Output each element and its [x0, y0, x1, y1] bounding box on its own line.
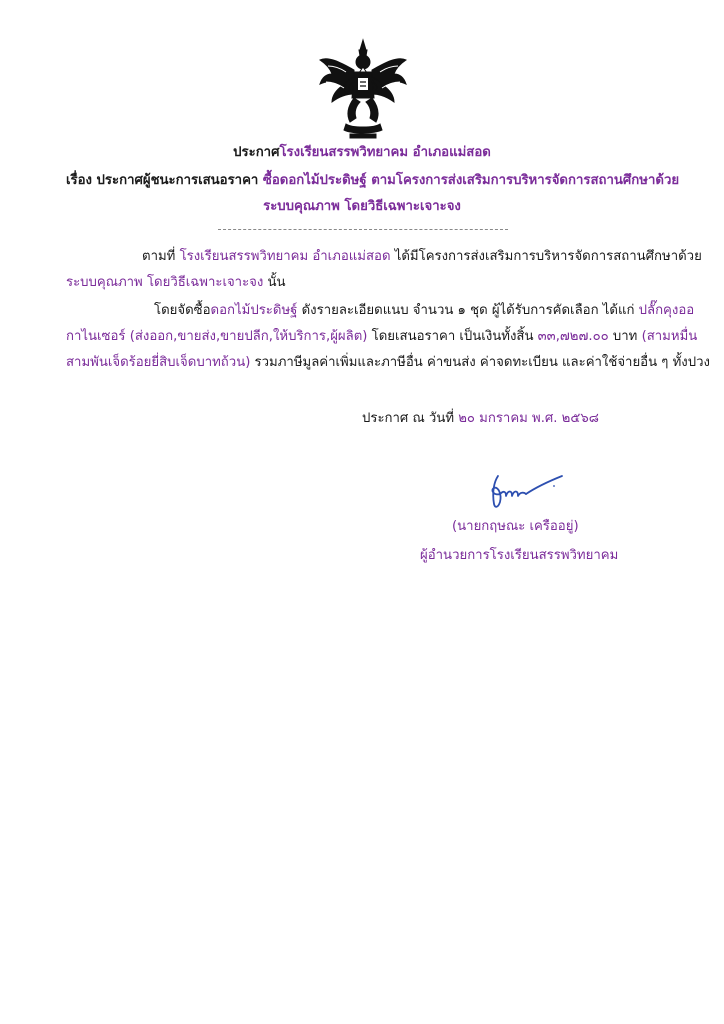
title-prefix: ประกาศ [233, 145, 280, 160]
p2-mid: ดังรายละเอียดแนบ จำนวน ๑ ชุด ผู้ได้รับการคัดเลือก ได้แก่ [297, 303, 639, 318]
p2-item: ดอกไม้ประดิษฐ์ [210, 303, 298, 318]
subject-prefix: เรื่อง ประกาศผู้ชนะการเสนอราคา [66, 173, 259, 188]
p2-vendor-1: ปลั๊กคุงออ [638, 303, 695, 318]
announcement-date-line [362, 410, 599, 428]
p2-prefix: โดยจัดซื้อ [154, 303, 211, 318]
p2-amount-text-1: (สามหมื่น [641, 329, 698, 344]
paragraph-2-line-2 [66, 324, 698, 350]
announce-prefix: ประกาศ ณ วันที่ [362, 411, 459, 426]
p2-baht: บาท [608, 329, 642, 344]
p1-school: โรงเรียนสรรพวิทยาคม อำเภอแม่สอด [179, 249, 391, 264]
paragraph-1-line-1 [66, 244, 702, 270]
paragraph-2-line-3 [66, 350, 710, 376]
paragraph-2-line-1 [66, 298, 695, 324]
subject-line-2: ระบบคุณภาพ โดยวิธีเฉพาะเจาะจง [263, 199, 461, 214]
signatory-name: (นายกฤษณะ เครืออยู่) [452, 519, 579, 534]
subject-item: ซื้อดอกไม้ประดิษฐ์ ตามโครงการส่งเสริมการบริหารจัดการสถานศึกษาด้วย [262, 173, 680, 188]
paragraph-1-line-2 [66, 270, 666, 296]
signatory-position: ผู้อำนวยการโรงเรียนสรรพวิทยาคม [420, 548, 619, 563]
subject-line-1 [66, 172, 680, 190]
announce-date: ๒๐ มกราคม พ.ศ. ๒๕๖๘ [458, 411, 599, 426]
p1-line2-end: นั้น [263, 275, 286, 290]
title-school: โรงเรียนสรรพวิทยาคม อำเภอแม่สอด [279, 145, 491, 160]
p2-amount-text-2: สามพันเจ็ดร้อยยี่สิบเจ็ดบาทถ้วน) [66, 355, 251, 370]
p2-vendor-2: กาไนเซอร์ (ส่งออก,ขายส่ง,ขายปลีก,ให้บริการ,ผู้ผลิต) [66, 329, 368, 344]
paragraph-2 [66, 298, 710, 376]
announcement-title [0, 144, 724, 162]
p1-prefix: ตามที่ [142, 249, 180, 264]
signature-icon [468, 468, 578, 512]
separator-line [218, 229, 508, 230]
p1-line2-purple: ระบบคุณภาพ โดยวิธีเฉพาะเจาะจง [66, 275, 264, 290]
p1-mid: ได้มีโครงการส่งเสริมการบริหารจัดการสถานศึกษาด้วย [390, 249, 702, 264]
paragraph-1 [66, 244, 702, 296]
garuda-emblem-icon [316, 38, 410, 142]
p2-amount: ๓๓,๗๒๗.๐๐ [537, 329, 609, 344]
p2-offer: โดยเสนอราคา เป็นเงินทั้งสิ้น [367, 329, 538, 344]
p2-end: รวมภาษีมูลค่าเพิ่มและภาษีอื่น ค่าขนส่ง ค่าจดทะเบียน และค่าใช้จ่ายอื่น ๆ ทั้งปวง [250, 355, 710, 370]
